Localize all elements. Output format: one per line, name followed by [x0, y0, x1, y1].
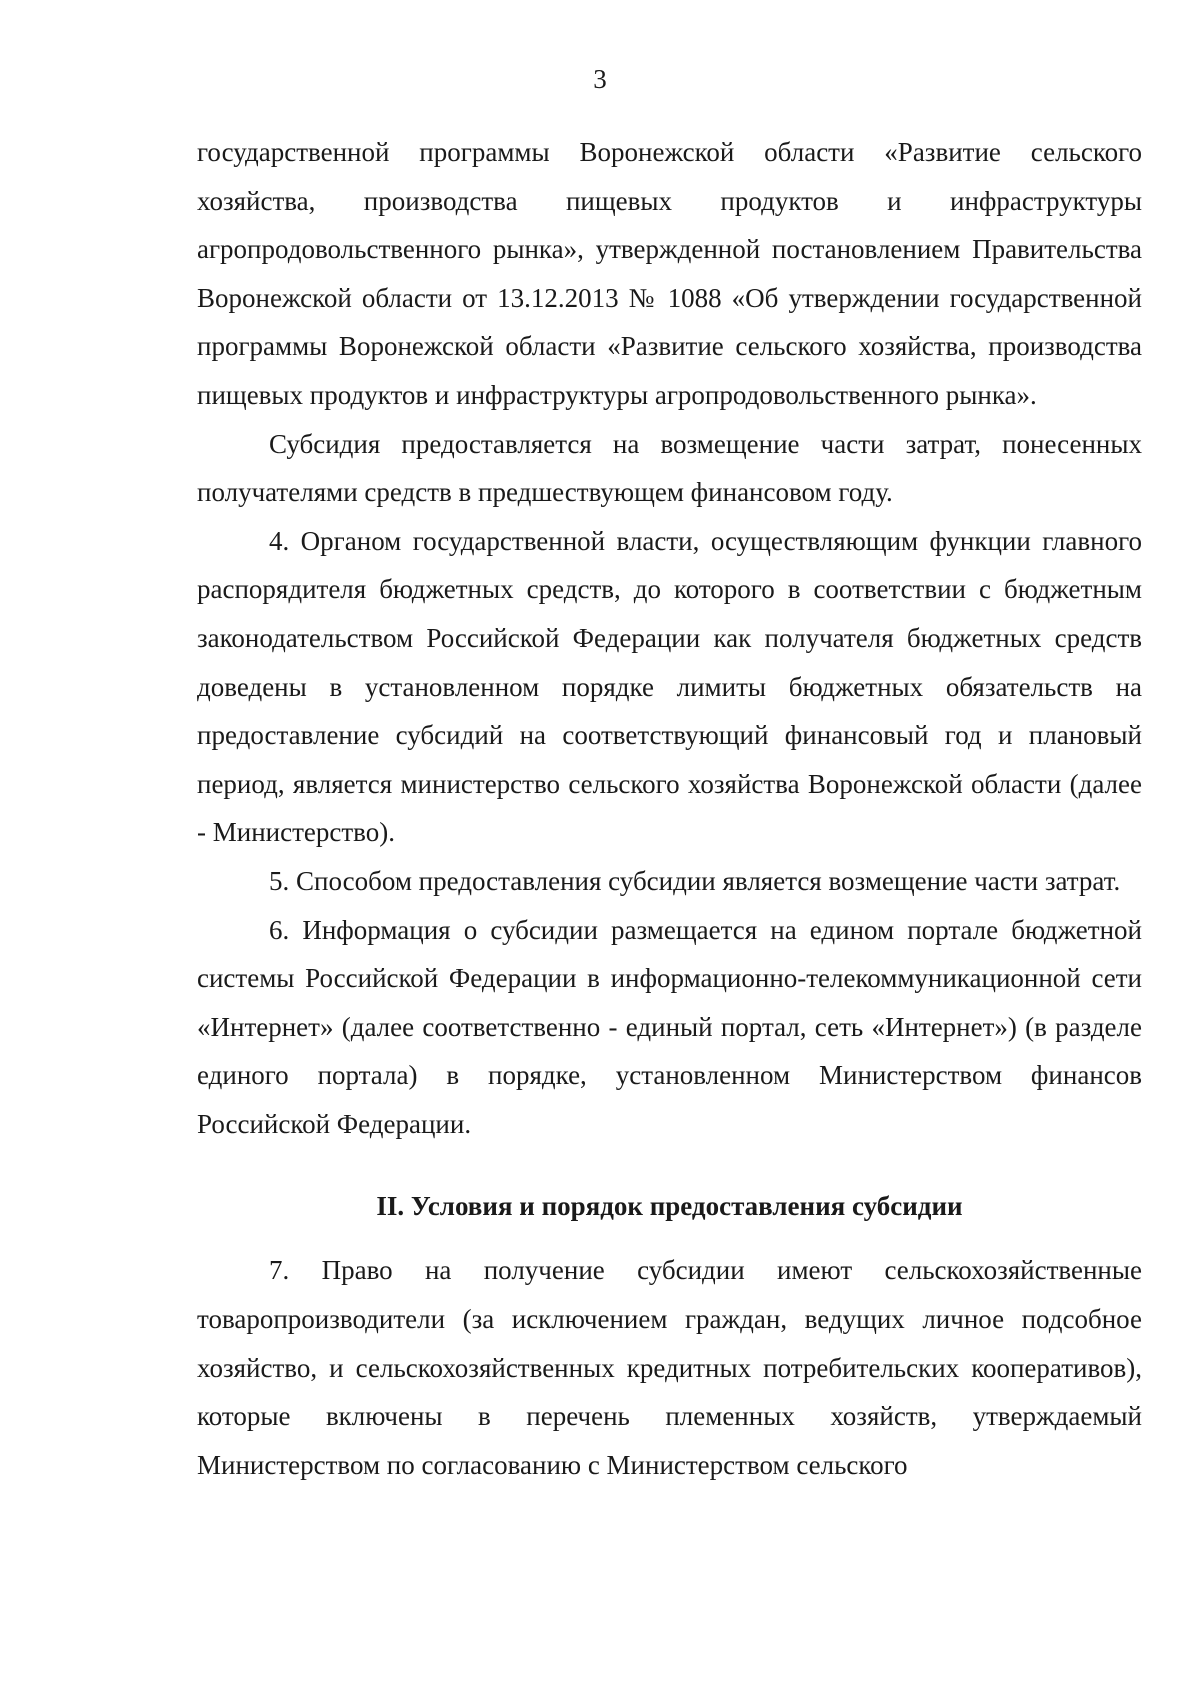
paragraph-program-reference: государственной программы Воронежской области «Развитие сельского хозяйства, производства пищевых продуктов и инфраструктуры агропродовольственного рынка», утвержденной постановлением Правительства Воронежской области от 13.12.2013 № 1088 «Об утверждении государственной программы Воронежской области «Развитие сельского хозяйства, производства пищевых продуктов и инфраструктуры агропродовольственного рынка».: [197, 137, 1142, 410]
document-body: [197, 128, 1142, 1489]
paragraph-subsidy-purpose: Субсидия предоставляется на возмещение части затрат, понесенных получателями средств в предшествующем финансовом году.: [197, 428, 1142, 508]
page-number: 3: [593, 64, 607, 94]
paragraph-item-6: 6. Информация о субсидии размещается на едином портале бюджетной системы Российской Федерации в информационно-телекоммуникационной сети «Интернет» (далее соответственно - единый портал, сеть «Интернет») (в разделе единого портала) в порядке, установленном Министерством финансов Российской Федерации.: [197, 914, 1142, 1139]
paragraph-item-7: 7. Право на получение субсидии имеют сельскохозяйственные товаропроизводители (за исключением граждан, ведущих личное подсобное хозяйство, и сельскохозяйственных кредитных потребительских кооперативов), которые включены в перечень племенных хозяйств, утверждаемый Министерством по согласованию с Министерством сельского: [197, 1255, 1142, 1480]
paragraph-item-4: 4. Органом государственной власти, осуществляющим функции главного распорядителя бюджетных средств, до которого в соответствии с бюджетным законодательством Российской Федерации как получателя бюджетных средств доведены в установленном порядке лимиты бюджетных обязательств на предоставление субсидий на соответствующий финансовый год и плановый период, является министерство сельского хозяйства Воронежской области (далее - Министерство).: [197, 525, 1142, 848]
section-heading: II. Условия и порядок предоставления субсидии: [376, 1191, 963, 1222]
paragraph-item-5: 5. Способом предоставления субсидии является возмещение части затрат.: [269, 865, 1121, 896]
